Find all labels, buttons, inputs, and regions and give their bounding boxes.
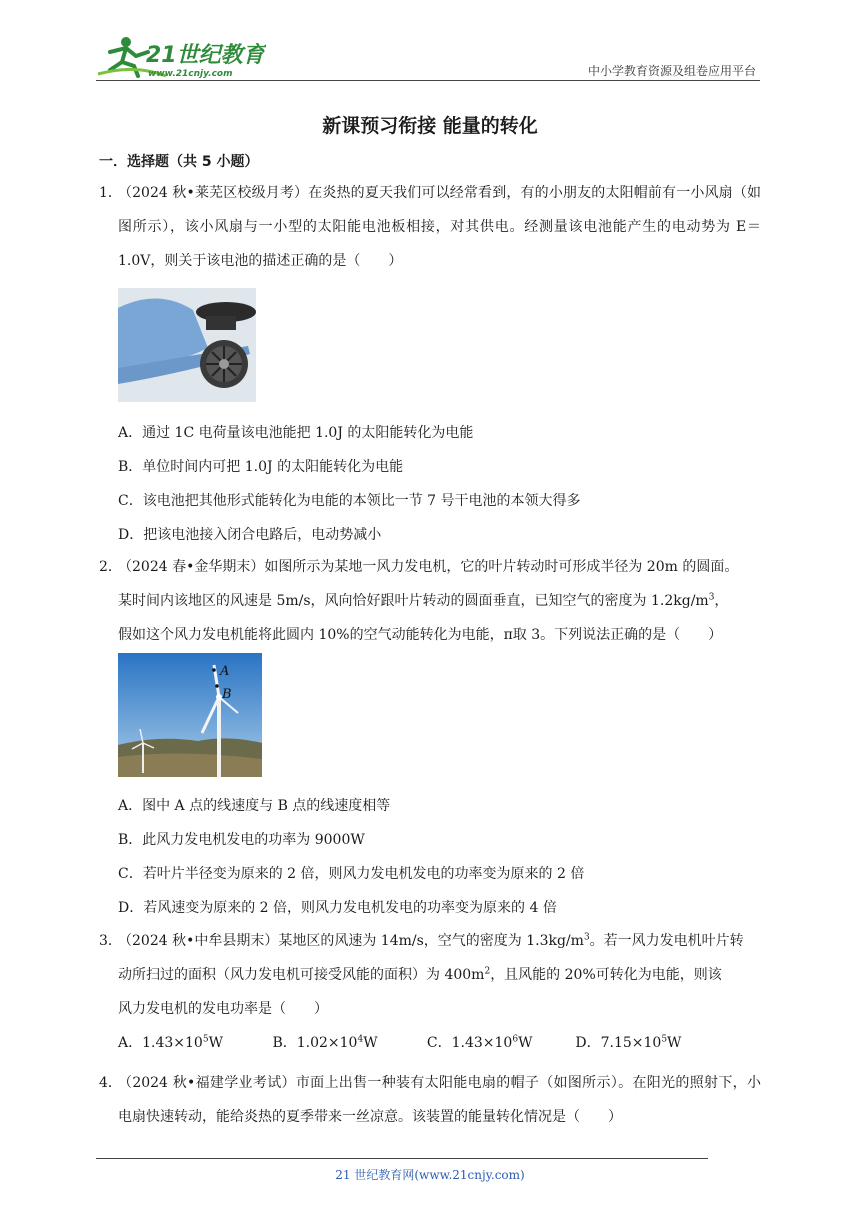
footer-link[interactable]: 21 世纪教育网(www.21cnjy.com) bbox=[335, 1168, 525, 1182]
question-text: （2024 秋•福建学业考试）市面上出售一种装有太阳能电扇的帽子（如图所示）。在阳光的照射下，小电扇快速转动，能给炎热的夏季带来一丝凉意。该装置的能量转化情况是（ ） bbox=[118, 1075, 761, 1125]
logo-url: www.21cnjy.com bbox=[148, 69, 233, 79]
question-2-line-3: 假如这个风力发电机能将此圆内 10%的空气动能转化为电能，π取 3。下列说法正确的是（ ） bbox=[118, 627, 723, 643]
footer-divider bbox=[96, 1158, 708, 1159]
site-logo bbox=[96, 34, 266, 80]
wind-turbine-image bbox=[118, 653, 262, 777]
question-1 bbox=[99, 176, 761, 278]
point-a-label: A bbox=[220, 664, 230, 679]
q3-option-a: A．$1.43\times 10^5W$ bbox=[118, 1034, 223, 1051]
question-3-line-3: 风力发电机的发电功率是（ ） bbox=[118, 1001, 328, 1017]
logo-text: 21世纪教育 bbox=[146, 43, 265, 68]
question-3: 3． （2024 秋•中牟县期末）某地区的风速为 14m/s，空气的密度为 $1.3kg/m^3$。若一风力发电机叶片转 bbox=[99, 924, 761, 958]
question-2-line-2: 某时间内该地区的风速是 5m/s，风向恰好跟叶片转动的圆面垂直，已知空气的密度为 $1.2kg/m^3$， bbox=[118, 592, 729, 609]
question-text: （2024 秋•莱芜区校级月考）在炎热的夏天我们可以经常看到，有的小朋友的太阳帽前有一小风扇（如图所示），该小风扇与一小型的太阳能电池板相接，对其供电。经测量该电池能产生的电动势为 E＝1.0V，则关于该电池的描述正确的是（ ） bbox=[118, 185, 761, 269]
question-number: 4． bbox=[99, 1075, 122, 1091]
q3-option-d: D．$7.15\times 10^5W$ bbox=[575, 1034, 682, 1051]
q3-options bbox=[118, 1032, 758, 1052]
point-b-label: B bbox=[222, 687, 232, 702]
q2-option-b: B．此风力发电机发电的功率为 9000W bbox=[118, 832, 365, 848]
page-title: 新课预习衔接 能量的转化 bbox=[322, 115, 538, 137]
runner-logo-icon bbox=[96, 34, 266, 80]
question-number: 1． bbox=[99, 185, 122, 201]
question-3-line-2: 动所扫过的面积（风力发电机可接受风能的面积）为 $400m^2$，且风能的 20%可转化为电能，则该 bbox=[118, 966, 722, 983]
q2-option-d: D．若风速变为原来的 2 倍，则风力发电机发电的功率变为原来的 4 倍 bbox=[118, 900, 557, 916]
header-divider bbox=[96, 80, 760, 81]
header-platform-text: 中小学教育资源及组卷应用平台 bbox=[587, 64, 756, 78]
section-heading: 一．选择题（共 5 小题） bbox=[99, 154, 259, 170]
q1-option-d: D．把该电池接入闭合电路后，电动势减小 bbox=[118, 527, 382, 543]
question-line: （2024 春•金华期末）如图所示为某地一风力发电机，它的叶片转动时可形成半径为 20m 的圆面。 bbox=[118, 559, 739, 575]
q1-option-c: C．该电池把其他形式能转化为电能的本领比一节 7 号干电池的本领大得多 bbox=[118, 493, 581, 509]
solar-fan-hat-image bbox=[118, 288, 256, 402]
q3-option-b: B．$1.02\times 10^4W$ bbox=[272, 1034, 378, 1051]
question-2 bbox=[99, 550, 761, 584]
q2-option-c: C．若叶片半径变为原来的 2 倍，则风力发电机发电的功率变为原来的 2 倍 bbox=[118, 866, 585, 882]
q1-option-b: B．单位时间内可把 1.0J 的太阳能转化为电能 bbox=[118, 459, 404, 475]
question-number: 2． bbox=[99, 559, 122, 575]
question-number: 3． bbox=[99, 933, 122, 949]
q1-option-a: A．通过 1C 电荷量该电池能把 1.0J 的太阳能转化为电能 bbox=[118, 425, 474, 441]
q3-option-c: C．$1.43\times 10^6W$ bbox=[426, 1034, 533, 1051]
question-4 bbox=[99, 1066, 761, 1134]
q2-option-a: A．图中 A 点的线速度与 B 点的线速度相等 bbox=[118, 798, 391, 814]
